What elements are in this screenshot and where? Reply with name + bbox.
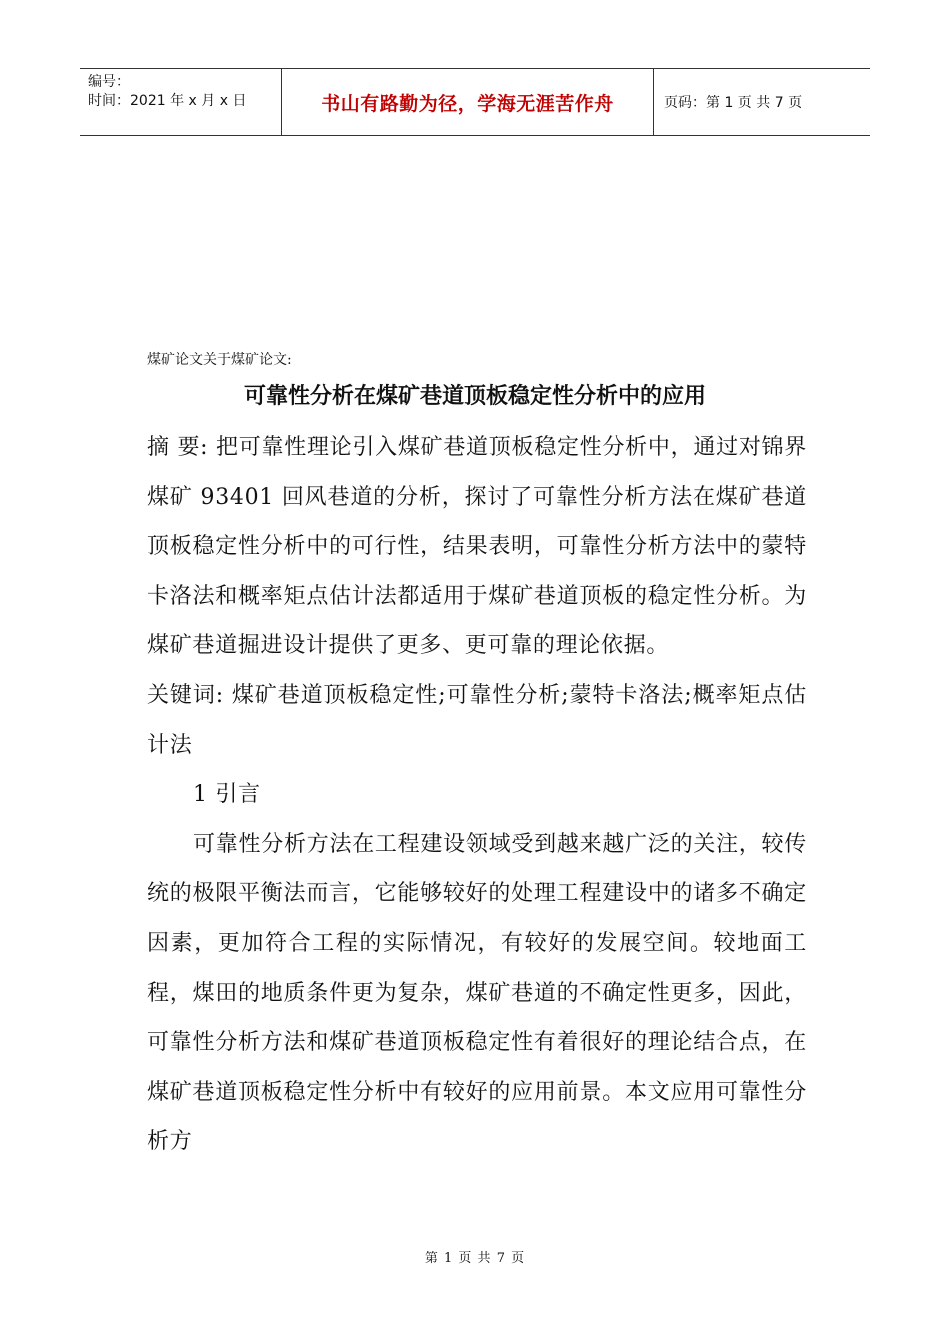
document-body bbox=[147, 423, 807, 1167]
header-meta-cell bbox=[80, 69, 282, 135]
intro-label: 煤矿论文关于煤矿论文: bbox=[147, 352, 292, 368]
serial-label: 编号： bbox=[88, 74, 130, 90]
date-label: 时间：2021 年 x 月 x 日 bbox=[88, 93, 247, 109]
page-footer: 第 1 页 共 7 页 bbox=[424, 1251, 526, 1266]
abstract-paragraph: 摘 要: 把可靠性理论引入煤矿巷道顶板稳定性分析中，通过对锦界煤矿 93401 回风巷道的分析，探讨了可靠性分析方法在煤矿巷道顶板稳定性分析中的可行性，结果表明，可靠性分析方法中的蒙特卡洛法和概率矩点估计法都适用于煤矿巷道顶板的稳定性分析。为煤矿巷道掘进设计提供了更多、更可靠的理论依据。 bbox=[147, 435, 807, 659]
document-header bbox=[80, 68, 870, 136]
document-title: 可靠性分析在煤矿巷道顶板稳定性分析中的应用 bbox=[243, 384, 706, 409]
header-motto: 书山有路勤为径，学海无涯苦作舟 bbox=[282, 69, 654, 135]
header-page-label: 页码：第 1 页 共 7 页 bbox=[664, 95, 803, 111]
section-heading: 1 引言 bbox=[193, 782, 261, 808]
keywords-paragraph: 关键词: 煤矿巷道顶板稳定性;可靠性分析;蒙特卡洛法;概率矩点估计法 bbox=[147, 682, 807, 758]
body-paragraph: 可靠性分析方法在工程建设领域受到越来越广泛的关注，较传统的极限平衡法而言，它能够较好的处理工程建设中的诸多不确定因素，更加符合工程的实际情况，有较好的发展空间。较地面工程，煤田的地质条件更为复杂，煤矿巷道的不确定性更多，因此，可靠性分析方法和煤矿巷道顶板稳定性有着很好的理论结合点，在煤矿巷道顶板稳定性分析中有较好的应用前景。本文应用可靠性分析方 bbox=[147, 831, 807, 1155]
